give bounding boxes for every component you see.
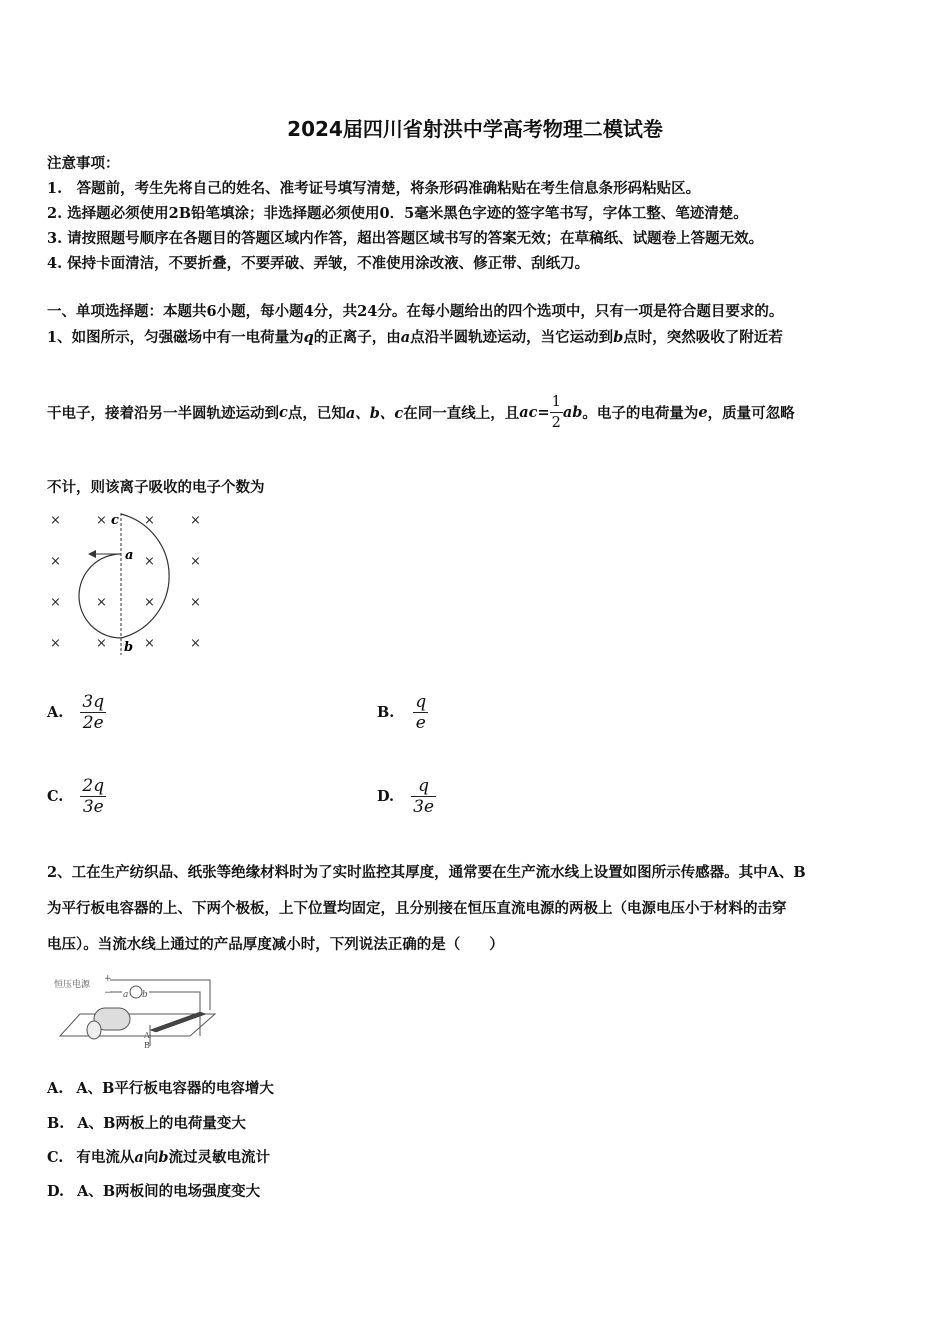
field-cross: × — [50, 595, 61, 610]
q1-option-d[interactable] — [377, 776, 436, 817]
q1-half-fraction — [550, 392, 563, 433]
q1-line-2 — [47, 392, 795, 433]
q1-text: ，质量可忽略 — [707, 405, 795, 422]
plus-sign: + — [104, 974, 112, 984]
q1-var-ac: ac= — [519, 404, 550, 421]
option-label: A. — [47, 1080, 64, 1097]
q1-text: 的正离子，由 — [313, 329, 401, 346]
q1-text: 1、如图所示，匀强磁场中有一电荷量为 — [47, 329, 304, 346]
q1-line-3: 不计，则该离子吸收的电子个数为 — [47, 479, 265, 496]
q1-line-1 — [47, 326, 783, 347]
field-cross: × — [96, 595, 107, 610]
field-cross: × — [50, 554, 61, 569]
q1-option-b[interactable] — [377, 692, 428, 733]
q1-option-c[interactable] — [47, 776, 106, 817]
field-cross: × — [144, 595, 155, 610]
q1-text: 。电子的电荷量为 — [582, 405, 699, 422]
option-label: C. — [47, 788, 64, 805]
label-a: a — [125, 548, 134, 563]
galvanometer-icon — [130, 986, 142, 998]
q1-var-ab: ab — [562, 404, 583, 421]
option-text: 流过灵敏电流计 — [168, 1149, 270, 1166]
q1-var-a: a — [400, 329, 411, 346]
q1-text: 点，已知 — [287, 405, 346, 422]
fraction-numerator: 3q — [82, 692, 105, 712]
label-c: c — [111, 513, 119, 528]
fraction-numerator: q — [411, 776, 436, 797]
option-var-b: b — [158, 1149, 169, 1166]
option-label: B. — [47, 1115, 65, 1132]
field-cross: × — [96, 636, 107, 651]
minus-sign: − — [104, 988, 112, 998]
field-cross: × — [144, 636, 155, 651]
fraction-numerator: q — [415, 692, 427, 712]
velocity-arrow-icon — [88, 550, 96, 558]
q2-sensor-figure — [50, 970, 220, 1052]
q1-var-e: e — [698, 404, 708, 421]
option-text: A、B平行板电容器的电容增大 — [76, 1080, 274, 1097]
large-semicircle-path — [121, 514, 169, 638]
option-label: B. — [377, 704, 395, 721]
option-fraction — [411, 776, 436, 817]
notice-heading: 注意事项： — [47, 155, 120, 172]
q2-line-1: 2、工在生产纺织品、纸张等绝缘材料时为了实时监控其厚度，通常要在生产流水线上设置如图所示传感器。其中A、B — [47, 864, 806, 881]
option-label: D. — [47, 1183, 65, 1200]
fraction-numerator: 2q — [82, 776, 105, 796]
q1-text: 在同一直线上，且 — [403, 405, 520, 422]
meter-label-b: b — [142, 990, 148, 1000]
notice-item-1: 1. 答题前，考生先将自己的姓名、准考证号填写清楚，将条形码准确粘贴在考生信息条形码粘贴区。 — [47, 180, 701, 197]
notice-item-2: 2. 选择题必须使用2B铅笔填涂；非选择题必须使用0．5毫米黑色字迹的签字笔书写，字体工整、笔迹清楚。 — [47, 205, 748, 222]
q1-magnetic-field-figure — [40, 505, 220, 660]
q2-option-c[interactable] — [47, 1146, 270, 1167]
option-text: A、B两板间的电场强度变大 — [77, 1183, 261, 1200]
q2-option-a[interactable] — [47, 1077, 274, 1098]
option-fraction — [80, 776, 106, 817]
label-b: b — [124, 640, 134, 655]
option-fraction — [80, 692, 106, 733]
field-cross: × — [50, 636, 61, 651]
fraction-denominator: 3e — [413, 797, 435, 817]
section-heading: 一、单项选择题：本题共6小题，每小题4分，共24分。在每小题给出的四个选项中，只有一项是符合题目要求的。 — [47, 303, 784, 320]
plate-label-b: B — [144, 1041, 150, 1050]
q1-var-c: c — [279, 404, 288, 421]
q1-text: 点沿半圆轨迹运动，当它运动到 — [410, 329, 614, 346]
q1-text: 干电子，接着沿另一半圆轨迹运动到 — [47, 405, 279, 422]
option-text: 向 — [143, 1149, 159, 1166]
option-label: A. — [47, 704, 64, 721]
meter-label-a: a — [123, 990, 129, 1000]
fraction-denominator: 3e — [82, 797, 104, 817]
field-cross: × — [190, 554, 201, 569]
q2-option-d[interactable] — [47, 1180, 260, 1201]
q2-line-3: 电压）。当流水线上通过的产品厚度减小时，下列说法正确的是（ ） — [47, 936, 504, 953]
plate-label-a: A — [144, 1031, 150, 1040]
notice-item-3: 3. 请按照题号顺序在各题目的答题区域内作答，超出答题区域书写的答案无效；在草稿纸、试题卷上答题无效。 — [47, 230, 764, 247]
cross-marks — [50, 513, 201, 651]
q2-option-b[interactable] — [47, 1112, 246, 1133]
notice-item-4: 4. 保持卡面清洁，不要折叠，不要弄破、弄皱，不准使用涂改液、修正带、刮纸刀。 — [47, 255, 590, 272]
q1-var-b: b — [613, 329, 624, 346]
field-cross: × — [190, 636, 201, 651]
q1-text: 点时，突然吸收了附近若 — [623, 329, 783, 346]
field-cross: × — [190, 513, 201, 528]
roll-end-icon — [87, 1021, 101, 1039]
field-cross: × — [96, 513, 107, 528]
fraction-denominator: 2 — [551, 415, 561, 431]
fraction-denominator: 2e — [82, 713, 104, 733]
fraction-denominator: e — [415, 713, 426, 733]
option-label: C. — [47, 1149, 64, 1166]
q2-line-2: 为平行板电容器的上、下两个极板，上下位置均固定，且分别接在恒压直流电源的两极上（电源电压小于材料的击穿 — [47, 900, 787, 917]
field-cross: × — [50, 513, 61, 528]
field-cross: × — [144, 554, 155, 569]
option-fraction — [413, 692, 428, 733]
option-var-a: a — [134, 1149, 144, 1166]
option-text: A、B两板上的电荷量变大 — [77, 1115, 246, 1132]
q1-vars-abc: a、b、c — [345, 405, 404, 422]
power-source-label: 恒压电源 — [54, 980, 91, 990]
fraction-numerator: 1 — [550, 392, 563, 413]
page-title: 2024届四川省射洪中学高考物理二模试卷 — [287, 117, 663, 141]
field-cross: × — [190, 595, 201, 610]
field-cross: × — [144, 513, 155, 528]
q1-option-a[interactable] — [47, 692, 106, 733]
q1-var-q: q — [303, 329, 314, 346]
option-label: D. — [377, 788, 395, 805]
option-text: 有电流从 — [76, 1149, 135, 1166]
